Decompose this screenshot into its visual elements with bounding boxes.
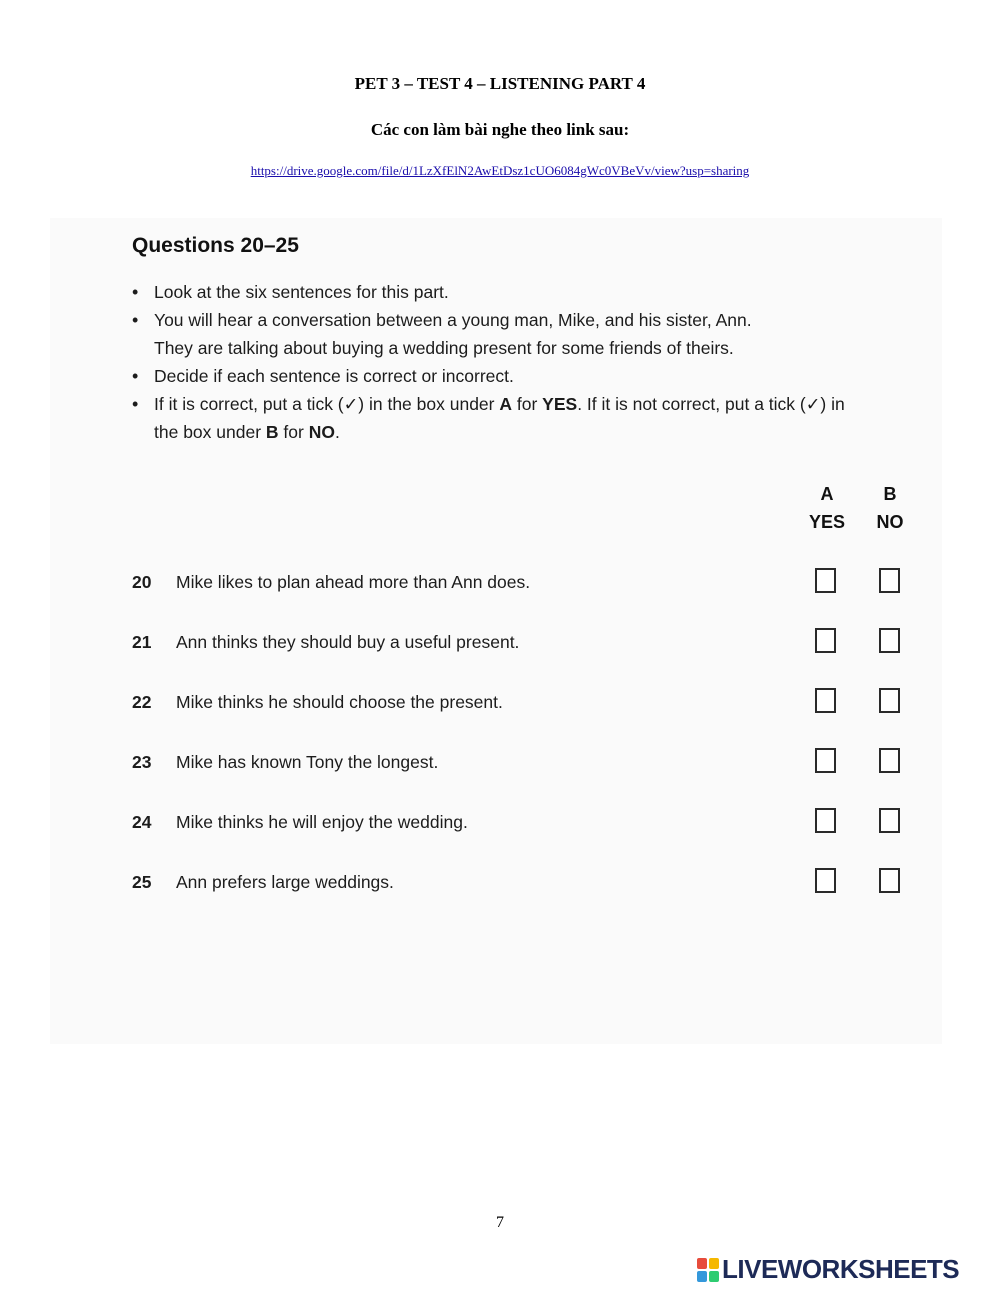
instructions-list xyxy=(132,278,922,446)
checkbox-no-21[interactable] xyxy=(879,628,900,653)
checkbox-yes-23[interactable] xyxy=(815,748,836,773)
question-number: 23 xyxy=(132,752,152,772)
checkbox-yes-20[interactable] xyxy=(815,568,836,593)
question-number: 24 xyxy=(132,812,152,832)
question-number: 20 xyxy=(132,572,152,592)
worksheet-title: PET 3 – TEST 4 – LISTENING PART 4 xyxy=(354,74,646,93)
question-row-23 xyxy=(132,748,922,780)
instruction-item: • Decide if each sentence is correct or incorrect. xyxy=(132,362,922,390)
liveworksheets-icon xyxy=(697,1258,719,1282)
questions-panel xyxy=(50,218,942,1044)
audio-link[interactable]: https://drive.google.com/file/d/1LzXfElN2AwEtDsz1cUO6084gWc0VBeVv/view?usp=sharing xyxy=(250,163,750,178)
worksheet-subtitle: Các con làm bài nghe theo link sau: xyxy=(370,120,630,139)
question-text: Mike likes to plan ahead more than Ann does. xyxy=(176,572,531,592)
question-row-22 xyxy=(132,688,922,720)
instruction-item: • You will hear a conversation between a young man, Mike, and his sister, Ann. They are talking about buying a wedding present for some friends of theirs. xyxy=(132,306,922,362)
question-text: Ann thinks they should buy a useful present. xyxy=(176,632,520,652)
checkbox-no-23[interactable] xyxy=(879,748,900,773)
question-row-25 xyxy=(132,868,922,900)
question-text: Mike thinks he should choose the present. xyxy=(176,692,503,712)
liveworksheets-logo xyxy=(697,1254,997,1288)
page-number: 7 xyxy=(496,1214,504,1231)
checkbox-no-25[interactable] xyxy=(879,868,900,893)
question-number: 22 xyxy=(132,692,152,712)
column-header-a: A YES xyxy=(808,484,846,532)
column-header-b: B NO xyxy=(876,484,904,532)
checkbox-yes-22[interactable] xyxy=(815,688,836,713)
instruction-item: • If it is correct, put a tick (✓) in the box under A for YES. If it is not correct, put a tick (✓) in the box under B for NO. xyxy=(132,390,922,446)
question-number: 25 xyxy=(132,872,152,892)
logo-text: LIVEWORKSHEETS xyxy=(722,1254,960,1284)
question-text: Ann prefers large weddings. xyxy=(176,872,394,892)
question-text: Mike thinks he will enjoy the wedding. xyxy=(176,812,468,832)
checkbox-yes-21[interactable] xyxy=(815,628,836,653)
question-row-24 xyxy=(132,808,922,840)
checkbox-no-20[interactable] xyxy=(879,568,900,593)
checkbox-no-24[interactable] xyxy=(879,808,900,833)
question-row-20 xyxy=(132,568,922,600)
question-number: 21 xyxy=(132,632,152,652)
checkbox-yes-24[interactable] xyxy=(815,808,836,833)
checkbox-yes-25[interactable] xyxy=(815,868,836,893)
audio-link-container xyxy=(0,163,1000,179)
question-text: Mike has known Tony the longest. xyxy=(176,752,439,772)
instruction-item: • Look at the six sentences for this part. xyxy=(132,278,922,306)
question-row-21 xyxy=(132,628,922,660)
questions-heading: Questions 20–25 xyxy=(132,234,299,257)
checkbox-no-22[interactable] xyxy=(879,688,900,713)
